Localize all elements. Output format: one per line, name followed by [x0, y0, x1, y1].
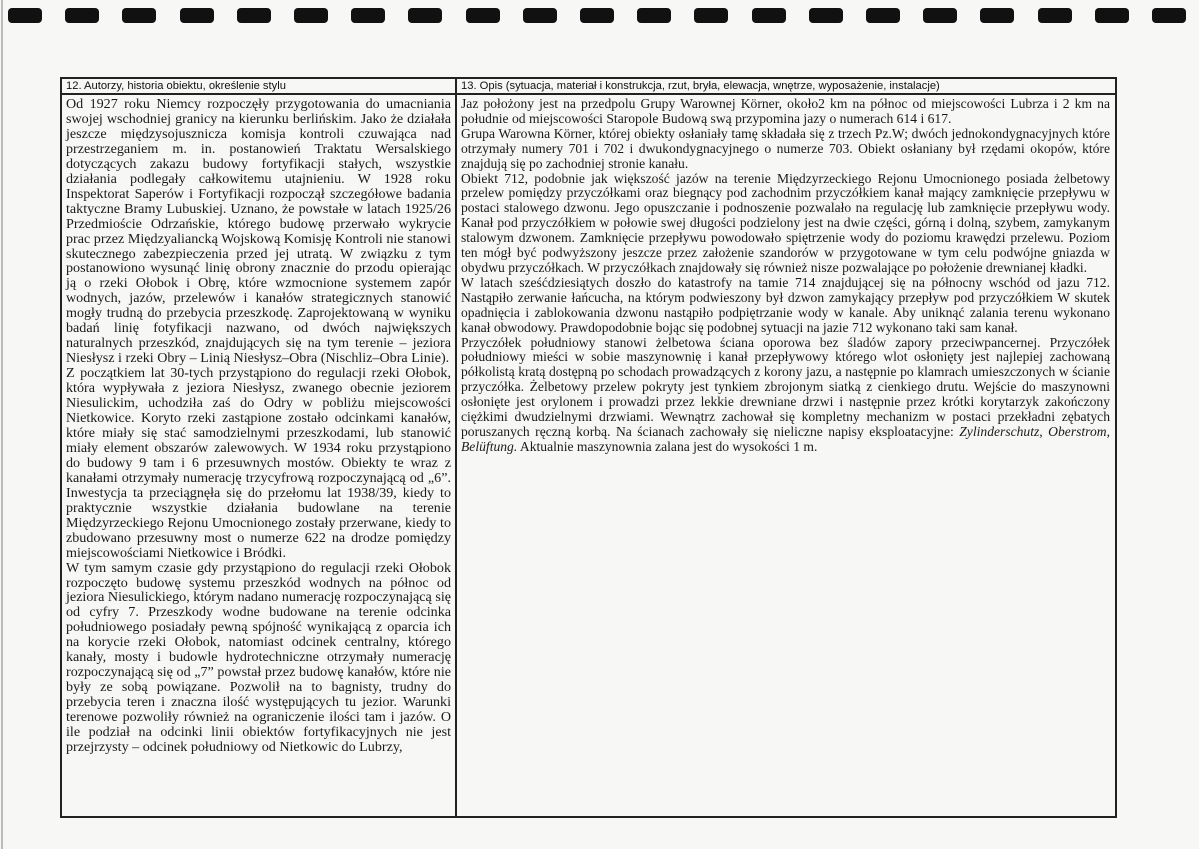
- paragraph: W tym samym czasie gdy przystąpiono do regulacji rzeki Ołobok rozpoczęto budowę systemu przeszkód wodnych na północ od jeziora Niesulickiego, którym nadano numerację rozpoczynającą się od cyfry 7. Przeszkody wodne budowane na terenie odcinka południowego posiadały pewną spójność wynikającą z oparcia ich na korycie rzeki Ołobok, natomiast odcinek centralny, którego kanały, mosty i budowle hydrotechniczne otrzymały numerację rozpoczynającą się od „7” powstał przez budowę kanałów, które nie były ze sobą powiązane. Pozwolił na to bagnisty, trudny do przebycia teren i znaczna ilość występujących tu jezior. Warunki terenowe pozwoliły również na ograniczenie ilości tam i jazów. O ile podział na odcinki linii obiektów fortyfikacyjnych nie jest przejrzysty – odcinek południowy od Nietkowic do Lubrzy,: [66, 559, 451, 755]
- binder-hole: [1095, 8, 1129, 23]
- binder-hole: [8, 8, 42, 23]
- closing-text: Aktualnie maszynownia zalana jest do wysokości 1 m.: [517, 438, 818, 454]
- paragraph-last: [461, 336, 1110, 455]
- binder-hole: [866, 8, 900, 23]
- paragraph: Grupa Warowna Körner, której obiekty osłaniały tamę składała się z trzech Pz.W; dwóch jednokondygnacyjnych które otrzymały numery 701 i 702 i dwukondygnacyjnego o numerze 703. Obiekt osłaniany był rzędami okopów, które znajdują się po zachodniej stronie kanału.: [461, 125, 1110, 171]
- paragraph: W latach sześćdziesiątych doszło do katastrofy na tamie 714 znajdującej się na północny wschód od jazu 712. Nastąpiło zerwanie łańcucha, na którym podwieszony był dzwon zamykający przepływ pod przyczółkiem W skutek opadnięcia i zablokowania dzwonu nastąpiło podpiętrzanie wody w kanale. Aby uniknąć zalania terenu wykonano kanał obwodowy. Prawdopodobnie bojąc się podobnej sytuacji na jazie 712 wykonano taki sam kanał.: [461, 274, 1110, 335]
- binder-hole: [294, 8, 328, 23]
- binder-hole: [1152, 8, 1186, 23]
- binder-hole: [180, 8, 214, 23]
- section-12-body: [62, 95, 455, 755]
- binder-hole: [408, 8, 442, 23]
- section-13-column: [457, 79, 1115, 816]
- binder-hole: [122, 8, 156, 23]
- paragraph: Od 1927 roku Niemcy rozpoczęły przygotowania do umacniania swojej wschodniej granicy na kierunku berlińskim. Jako że działała jeszcze międzysojusznicza komisja kontroli czuwająca nad przestrzeganiem m. in. postanowień Traktatu Wersalskiego dotyczących zakazu budowy fortyfikacji stałych, wszystkie działania podlegały całkowitemu utajnieniu. W 1928 roku Inspektorat Saperów i Fortyfikacji rozpoczął szczegółowe badania taktyczne Bramy Lubuskiej. Uznano, że powstałe w latach 1925/26 Przedmioście Odrzańskie, którego budowę przerwało wykrycie prac przez Międzyaliancką Wojskową Komisję Kontroli nie stanowi skutecznego zabezpieczenia przed jej utratą. W związku z tym postanowiono wysunąć linię obrony znacznie do przodu opierając ją o rzeki Ołobok i Obrę, które wzmocnione systemem zapór wodnych, jazów, przelewów i kanałów strategicznych stanowić mogły trudną do przebycia przeszkodę. Zaprojektowaną w wyniku badań linię fotyfikacji nazwano, od dwóch największych naturalnych przeszkód, znajdujących się na tym terenie – jeziora Niesłysz i rzeki Obry – Linią Niesłysz–Obra (Nischliz–Obra Linie).: [66, 96, 451, 367]
- binder-hole: [694, 8, 728, 23]
- section-13-body: [457, 95, 1115, 455]
- binder-hole: [752, 8, 786, 23]
- binder-hole: [65, 8, 99, 23]
- section-13-header: 13. Opis (sytuacja, materiał i konstrukcja, rzut, bryła, elewacja, wnętrze, wyposażenie, instalacje): [457, 79, 1115, 95]
- binder-hole: [980, 8, 1014, 23]
- italic-terms: Zylinderschutz, Oberstrom, Belüftung.: [461, 423, 1110, 454]
- binder-holes: [8, 8, 1199, 24]
- paragraph: Z początkiem lat 30-tych przystąpiono do regulacji rzeki Ołobok, która wypływała z jeziora Niesłysz, zwanego obecnie jeziorem Niesulickim, uchodziła zaś do Odry w pobliżu miejscowości Nietkowice. Koryto rzeki zastąpione zostało odcinkami kanałów, które miały się stać samodzielnymi przeszkodami, lub stanowić miały element obszarów zalewowych. W 1934 roku przystąpiono do budowy 9 tam i 6 przesuwnych mostów. Obiekty te wraz z kanałami otrzymały numerację trzycyfrową rozpoczynającą od „6”. Inwestycja ta przeciągnęła się do przełomu lat 1938/39, kiedy to praktycznie wszystkie działania budowlane na terenie Międzyrzeckiego Rejonu Umocnionego zostały przerwane, kiedy to zbudowano przesuwny most o numerze 622 na drodze pomiędzy miejscowościami Nietkowice i Bródki.: [66, 365, 451, 561]
- binder-hole: [637, 8, 671, 23]
- binder-hole: [923, 8, 957, 23]
- binder-hole: [237, 8, 271, 23]
- binder-hole: [580, 8, 614, 23]
- form-table: [60, 77, 1117, 818]
- binder-hole: [466, 8, 500, 23]
- paragraph: Obiekt 712, podobnie jak większość jazów na terenie Międzyrzeckiego Rejonu Umocnionego posiada żelbetowy przelew pomiędzy przyczółkami oraz biegnący pod zachodnim przyczółkiem kanał mający zamknięcie przepływu w postaci stalowego dzwonu. Jego opuszczanie i podnoszenie pozwalało na regulację lub zamknięcie przepływu wody. Kanał pod przyczółkiem w połowie swej długości podzielony jest na dwie części, górną i dolną, szybem, zamykanym stalowym dzwonem. Zamknięcie przepływu powodowało spiętrzenie wody do poziomu krawędzi przelewu. Poziom ten mógł być podwyższony jeszcze przez założenie szandorów w przygotowane w tym celu podwójne gniazda w obydwu przyczółkach. W przyczółkach znajdowały się również nisze pozwalające po położenie drewnianej kładki.: [461, 170, 1110, 275]
- paragraph: Jaz położony jest na przedpolu Grupy Warownej Körner, około2 km na północ od miejscowości Lubrza i 2 km na południe od miejscowości Staropole Budową swą przypomina jazy o numerach 614 i 617.: [461, 96, 1110, 126]
- section-12-header: 12. Autorzy, historia obiektu, określenie stylu: [62, 79, 455, 95]
- binder-hole: [523, 8, 557, 23]
- section-12-column: [62, 79, 457, 816]
- binder-hole: [809, 8, 843, 23]
- page-edge: [1, 0, 3, 849]
- binder-hole: [1038, 8, 1072, 23]
- paragraph-text: Przyczółek południowy stanowi żelbetowa ściana oporowa bez śladów zapory przeciwpancernej. Przyczółek południowy mieści w sobie maszynownię i kanał przepływowy którego wlot osłonięty jest najlepiej zachowaną półkolistą kratą dostępną po schodach prowadzących z korony jazu, a następnie po klamrach umieszczonych w ścianie przyczółka. Żelbetowy przelew pokryty jest tynkiem zbrojonym siatką z cienkiego drutu. Wejście do maszynowni osłonięte jest orylonem i prowadzi przez lekkie drewniane drzwi i następnie przez krótki korytarzyk zakończony ciężkimi dwudzielnymi drzwiami. Wewnątrz zachował się kompletny mechanizm w postaci przekładni zębatych poruszanych ręczną korbą. Na ścianach zachowały się nieliczne napisy eksploatacyjne:: [461, 334, 1110, 439]
- binder-hole: [351, 8, 385, 23]
